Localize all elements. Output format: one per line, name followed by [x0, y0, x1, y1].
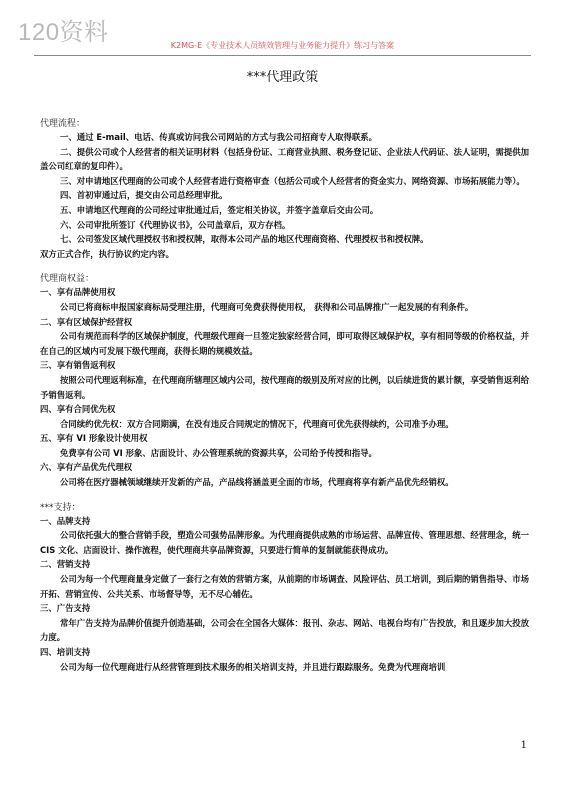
support-item-title: 二、营销支持 [40, 559, 91, 570]
rights-item-title: 六、享有产品优先代理权 [40, 462, 133, 473]
page-number: 1 [520, 740, 527, 751]
process-step: 六、公司审批所签订《代理协议书》，公司盖章后，双方存档。 [60, 219, 291, 230]
support-item-body: 公司为每一位代理商进行从经营管理到技术服务的相关培训支持，并且进行跟踪服务。免费为代理商培训 [60, 661, 446, 672]
process-heading: 代理流程： [40, 119, 86, 129]
rights-item-title: 二、享有区域保护经营权 [40, 316, 133, 327]
rights-heading: 代理商权益： [40, 274, 95, 285]
process-step: 二、提供公司或个人经营者的相关证明材料（包括身份证、工商营业执照、税务登记证、企业法人代码证、法人证明，需提供加盖公司红章的复印件）。 [40, 146, 529, 172]
header-divider [34, 55, 531, 56]
support-item-title: 一、品牌支持 [40, 515, 91, 526]
rights-item-title: 四、享有合同优先权 [40, 404, 116, 415]
rights-item-title: 五、享有 VI 形象设计使用权 [40, 433, 148, 444]
support-item-title: 三、广告支持 [40, 603, 91, 614]
process-step: 七、公司签发区域代理授权书和授权牌，取得本公司产品的地区代理商资格、代理授权书和授权牌。 [60, 234, 429, 245]
rights-item-body: 免费享有公司 VI 形象、店面设计、办公管理系统的资源共享，公司给予传授和指导。 [60, 447, 377, 458]
process-step: 三、对申请地区代理商的公司或个人经营者进行资格审查（包括公司或个人经营者的资金实力、网络资源、市场拓展能力等）。 [60, 175, 525, 186]
process-closing: 双方正式合作，执行协议约定内容。 [40, 248, 174, 259]
rights-item-body: 合同续约优先权：双方合同期满，在没有违反合同规定的情况下，代理商可优先获得续约，公司准予办理。 [60, 418, 454, 429]
rights-item-title: 一、享有品牌使用权 [40, 287, 116, 298]
support-heading: ***支持： [40, 502, 81, 513]
support-item-body: 公司依托强大的整合营销手段，塑造公司强势品牌形象。为代理商提供成熟的市场运营、品牌宣传、管理思想、经营理念，统一 CIS 文化、店面设计、操作流程，使代理商共享品牌资源，只要进行简单的复制就能获得成功。 [40, 530, 529, 555]
rights-item-body: 公司有规范而科学的区域保护制度，代理级代理商一旦签定独家经营合同，即可取得区域保护权，享有相同等级的价格权益，并在自己的区域内可发展下级代理商，获得长期的规模效益。 [40, 331, 529, 356]
process-step: 一、通过 E-mail、电话、传真或访问我公司网站的方式与我公司招商专人取得联系。 [60, 132, 377, 142]
watermark: 120资料 [18, 19, 109, 46]
rights-item-body: 按照公司代理返利标准，在代理商所辖理区域内公司，按代理商的级别及所对应的比例，以后续进货的累计额，享受销售返利给予销售返利。 [40, 374, 529, 400]
rights-item-body: 公司已将商标申报国家商标局受理注册，代理商可免费获得使用权， 获得和公司品牌推广一起发展的有利条件。 [60, 301, 474, 312]
rights-item-body: 公司将在医疗器械领域继续开发新的产品，产品线将涵盖更全面的市场，代理商将享有新产品优先经销权。 [60, 477, 454, 488]
process-step: 四、首初审通过后，提交由公司总经理审批。 [60, 190, 228, 201]
support-item-title: 四、培训支持 [40, 647, 91, 657]
support-item-body: 公司为每一个代理商量身定做了一套行之有效的营销方案，从前期的市场调查、风险评估、员工培训，到后期的销售指导、市场开拓、营销宣传、公共关系、市场督导等，无不尽心辅佐。 [40, 574, 529, 599]
document-body [40, 118, 529, 674]
page-title: ***代理政策 [246, 70, 319, 85]
document-header: K2MG-E《专业技术人员绩效管理与业务能力提升》练习与答案 [170, 41, 395, 50]
rights-item-title: 三、享有销售返利权 [40, 360, 116, 371]
support-item-body: 常年广告支持为品牌价值提升创造基础，公司会在全国各大媒体：报刊、杂志、网站、电视台均有广告投放，和且逐步加大投放力度。 [40, 617, 529, 643]
process-step: 五、申请地区代理商的公司经过审批通过后，签定相关协议，并签字盖章后交由公司。 [60, 204, 379, 215]
